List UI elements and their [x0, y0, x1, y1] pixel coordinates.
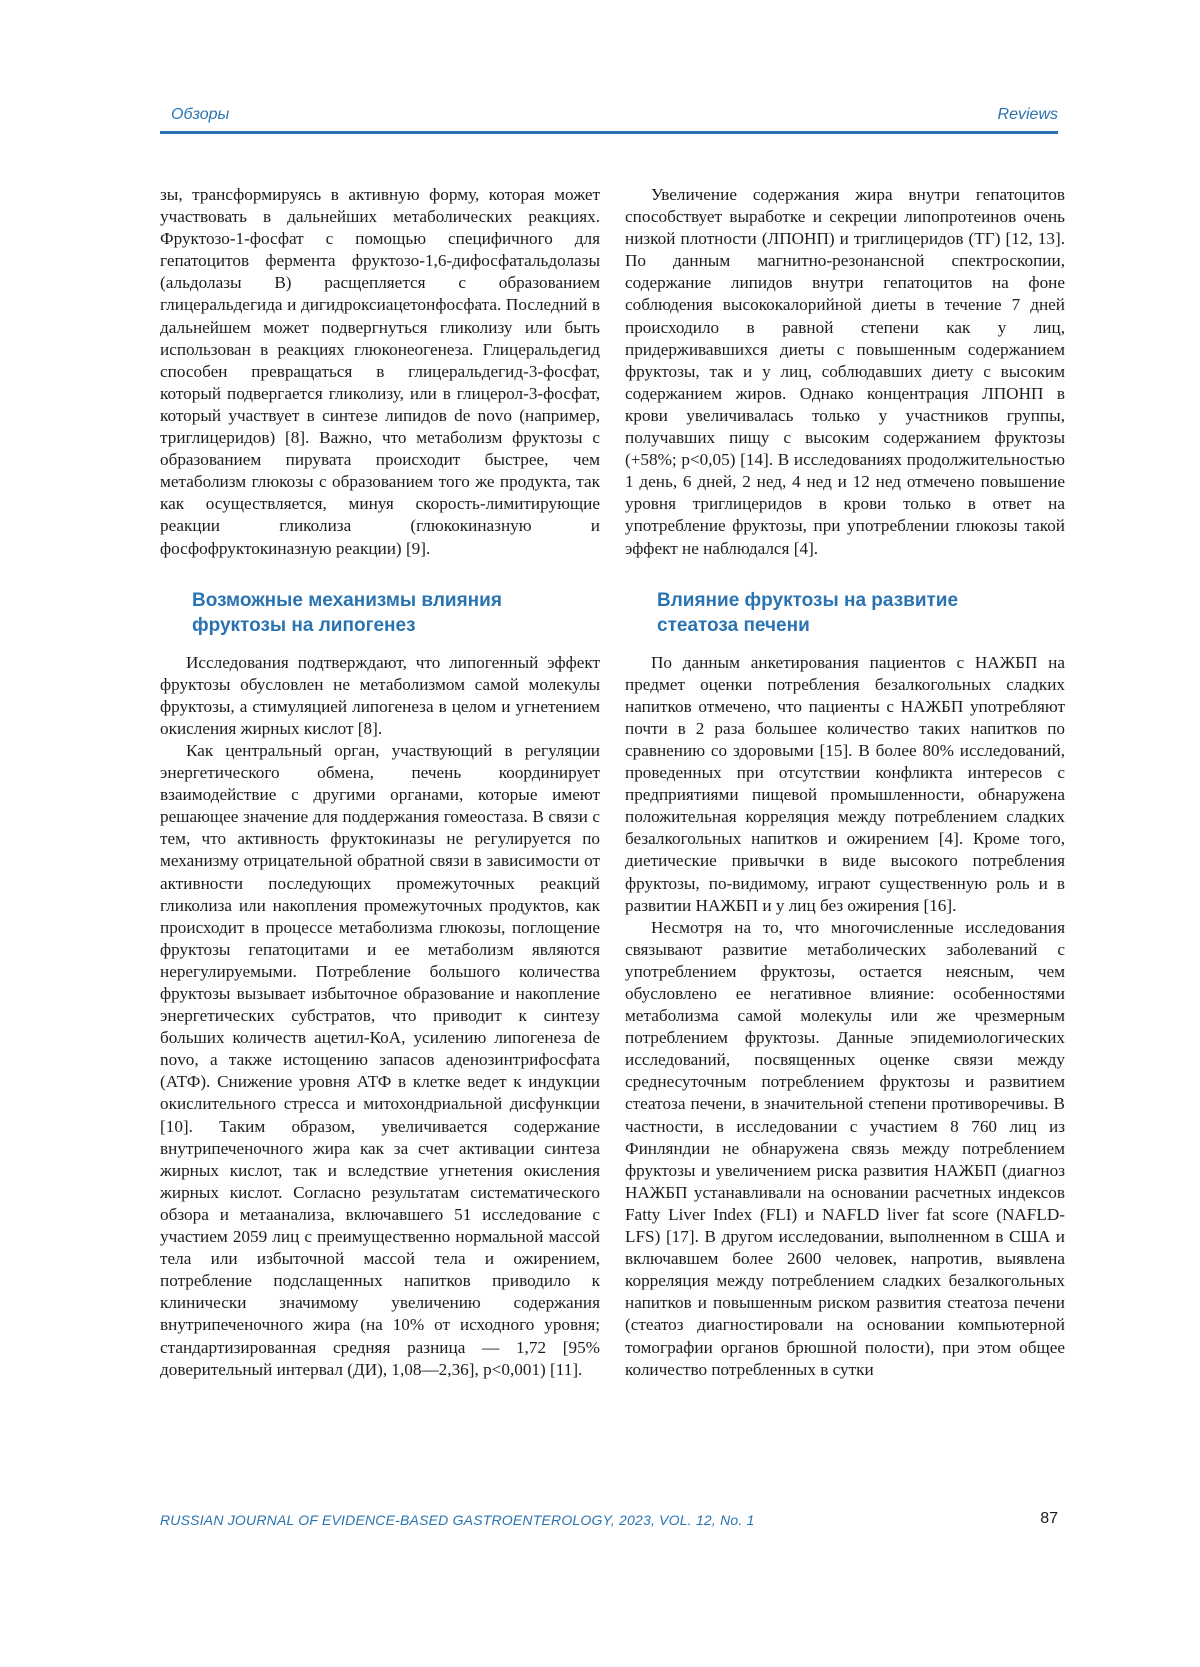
paragraph: Как центральный орган, участвующий в регуляции энергетического обмена, печень координирует взаимодействие с другими органами, которые имеют решающее значение для поддержания гомеостаза. В связи с тем, что активность фруктокиназы не регулируется по механизму отрицательной обратной связи в зависимости от активности последующих промежуточных реакций гликолиза или накопления промежуточных продуктов, как происходит в процессе метаболизма глюкозы, поглощение фруктозы гепатоцитами и ее метаболизм являются нерегулируемыми. Потребление большого количества фруктозы вызывает избыточное образование и накопление энергетических субстратов, что приводит к синтезу больших количеств ацетил-КоА, усилению липогенеза de novo, а также истощению запасов аденозинтрифосфата (АТФ). Снижение уровня АТФ в клетке ведет к индукции окислительного стресса и митохондриальной дисфункции [10]. Таким образом, увеличивается содержание внутрипеченочного жира как за счет активации синтеза жирных кислот, так и вследствие угнетения окисления жирных кислот. Согласно результатам систематического обзора и метаанализа, включавшего 51 исследование с участием 2059 лиц с преимущественно нормальной массой тела или избыточной массой тела и ожирением, потребление подслащенных напитков приводило к клинически значимому увеличению содержания внутрипеченочного жира (на 10% от исходного уровня; стандартизированная средняя разница — 1,72 [95% доверительный интервал (ДИ), 1,08—2,36], p<0,001) [11].	[160, 740, 600, 1379]
section-heading	[160, 588, 600, 638]
paragraph: Несмотря на то, что многочисленные исследования связывают развитие метаболических заболеваний с употреблением фруктозы, остается неясным, чем обусловлено ее негативное влияние: особенностями метаболизма самой молекулы или же чрезмерным потреблением фруктозы. Данные эпидемиологических исследований, посвященных оценке связи между среднесуточным потреблением фруктозы и развитием стеатоза печени, в значительной степени противоречивы. В частности, в исследовании с участием 8 760 лиц из Финляндии не обнаружена связь между потреблением фруктозы и увеличением риска развития НАЖБП (диагноз НАЖБП устанавливали на основании расчетных индексов Fatty Liver Index (FLI) и NAFLD liver fat score (NAFLD-LFS) [17]. В другом исследовании, выполненном в США и включавшем более 2600 человек, напротив, выявлена корреляция между потреблением сладких безалкогольных напитков и повышенным риском развития стеатоза печени (стеатоз диагностировали на основании компьютерной томографии органов брюшной полости), при этом общее количество потребленных в сутки	[625, 917, 1065, 1379]
heading-line: стеатоза печени	[657, 614, 810, 636]
paragraph: зы, трансформируясь в активную форму, которая может участвовать в дальнейших метаболических реакциях. Фруктозо-1-фосфат с помощью специфичного для гепатоцитов фермента фруктозо-1,6-дифосфатальдолазы (альдолазы В) расщепляется с образованием глицеральдегида и дигидроксиацетонфосфата. Последний в дальнейшем может подвергнуться гликолизу или быть использован в реакциях глюконеогенеза. Глицеральдегид способен превращаться в глицеральдегид-3-фосфат, который подвергается гликолизу, или в глицерол-3-фосфат, который участвует в синтезе липидов de novo (например, триглицеридов) [8]. Важно, что метаболизм фруктозы с образованием пирувата происходит быстрее, чем метаболизм глюкозы с образованием того же продукта, так как осуществляется, минуя скорость-лимитирующие реакции гликолиза (глюкокиназную и фосфофруктокиназную реакции) [9].	[160, 185, 600, 558]
journal-title: RUSSIAN JOURNAL OF EVIDENCE-BASED GASTROENTEROLOGY, 2023, VOL. 12, No. 1	[160, 1512, 755, 1528]
heading-line: фруктозы на липогенез	[192, 614, 416, 636]
heading-line: Возможные механизмы влияния	[192, 589, 502, 611]
running-header	[171, 106, 1058, 132]
right-column	[625, 184, 1065, 1381]
left-column	[160, 184, 600, 1381]
heading-line: Влияние фруктозы на развитие	[657, 589, 959, 611]
section-label-en: Reviews	[997, 106, 1058, 123]
header-rule	[160, 131, 1058, 134]
paragraph: По данным анкетирования пациентов с НАЖБП на предмет оценки потребления безалкогольных сладких напитков отмечено, что пациенты с НАЖБП употребляют почти в 2 раза большее количество таких напитков по сравнению со здоровыми [15]. В более 80% исследований, проведенных при отсутствии конфликта интересов с предприятиями пищевой промышленности, обнаружена положительная корреляция между потреблением сладких безалкогольных напитков и ожирением [4]. Кроме того, диетические привычки в виде высокого потребления фруктозы, по-видимому, играют существенную роль и в развитии НАЖБП и у лиц без ожирения [16].	[625, 652, 1065, 915]
section-label: Обзоры	[171, 106, 230, 123]
section-heading	[625, 588, 1065, 638]
paragraph: Исследования подтверждают, что липогенный эффект фруктозы обусловлен не метаболизмом самой молекулы фруктозы, а стимуляцией липогенеза в целом и угнетением окисления жирных кислот [8].	[160, 652, 600, 738]
paragraph: Увеличение содержания жира внутри гепатоцитов способствует выработке и секреции липопротеинов очень низкой плотности (ЛПОНП) и триглицеридов (ТГ) [12, 13]. По данным магнитно-резонансной спектроскопии, содержание липидов внутри гепатоцитов на фоне соблюдения высококалорийной диеты в течение 7 дней происходило в равной степени как у лиц, придерживавшихся диеты с повышенным содержанием фруктозы, так и у лиц, соблюдавших диету с высоким содержанием жиров. Однако концентрация ЛПОНП в крови увеличивалась только у участников группы, получавших пищу с высоким содержанием фруктозы (+58%; p<0,05) [14]. В исследованиях продолжительностью 1 день, 6 дней, 2 нед, 4 нед и 12 нед отмечено повышение уровня триглицеридов в крови только в ответ на употребление фруктозы, при употреблении глюкозы такой эффект не наблюдался [4].	[625, 185, 1065, 558]
page-footer	[160, 1512, 1058, 1536]
page-number: 87	[1040, 1510, 1058, 1527]
